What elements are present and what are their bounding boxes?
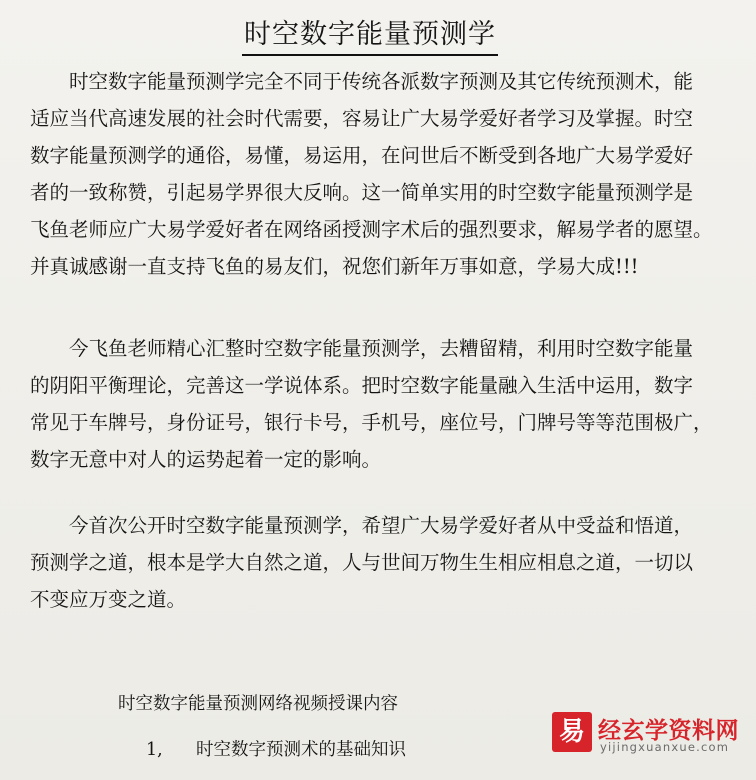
course-heading: 时空数字能量预测网络视频授课内容 xyxy=(118,694,398,714)
closing-paragraph xyxy=(30,507,730,618)
document-title xyxy=(0,12,740,56)
course-item-number: 1, xyxy=(146,740,163,760)
watermark-site-name: 经玄学资料网 xyxy=(598,718,739,744)
paragraph-line: 常见于车牌号，身份证号，银行卡号，手机号，座位号，门牌号等等范围极广， xyxy=(30,411,713,434)
paragraph-line: 时空数字能量预测学完全不同于传统各派数字预测及其它传统预测术，能 xyxy=(30,70,694,93)
watermark-logo-icon: 易 xyxy=(552,712,592,752)
paragraph-line: 今飞鱼老师精心汇整时空数字能量预测学，去糟留精，利用时空数字能量 xyxy=(30,337,694,360)
paragraph-line: 不变应万变之道。 xyxy=(30,588,187,611)
document-title-text: 时空数字能量预测学 xyxy=(242,12,498,56)
watermark-site-url: yijingxuanxue.com xyxy=(600,740,730,754)
paragraph-line: 数字无意中对人的运势起着一定的影响。 xyxy=(30,448,382,471)
method-paragraph xyxy=(30,330,730,478)
paragraph-line: 的阴阳平衡理论，完善这一学说体系。把时空数字能量融入生活中运用，数字 xyxy=(30,374,694,397)
course-item-text: 时空数字预测术的基础知识 xyxy=(196,740,406,760)
intro-paragraph xyxy=(30,63,730,285)
paragraph-line: 并真诚感谢一直支持飞鱼的易友们，祝您们新年万事如意，学易大成!!! xyxy=(30,255,639,278)
paragraph-line: 飞鱼老师应广大易学爱好者在网络函授测字术后的强烈要求，解易学者的愿望。 xyxy=(30,218,713,241)
paragraph-line: 适应当代高速发展的社会时代需要，容易让广大易学爱好者学习及掌握。时空 xyxy=(30,107,694,130)
paragraph-line: 预测学之道，根本是学大自然之道，人与世间万物生生相应相息之道，一切以 xyxy=(30,551,694,574)
paragraph-line: 今首次公开时空数字能量预测学，希望广大易学爱好者从中受益和悟道， xyxy=(30,514,694,537)
paragraph-line: 数字能量预测学的通俗，易懂，易运用，在问世后不断受到各地广大易学爱好 xyxy=(30,144,694,167)
site-watermark xyxy=(552,712,748,760)
course-list-item xyxy=(146,736,406,761)
paragraph-line: 者的一致称赞，引起易学界很大反响。这一简单实用的时空数字能量预测学是 xyxy=(30,181,694,204)
